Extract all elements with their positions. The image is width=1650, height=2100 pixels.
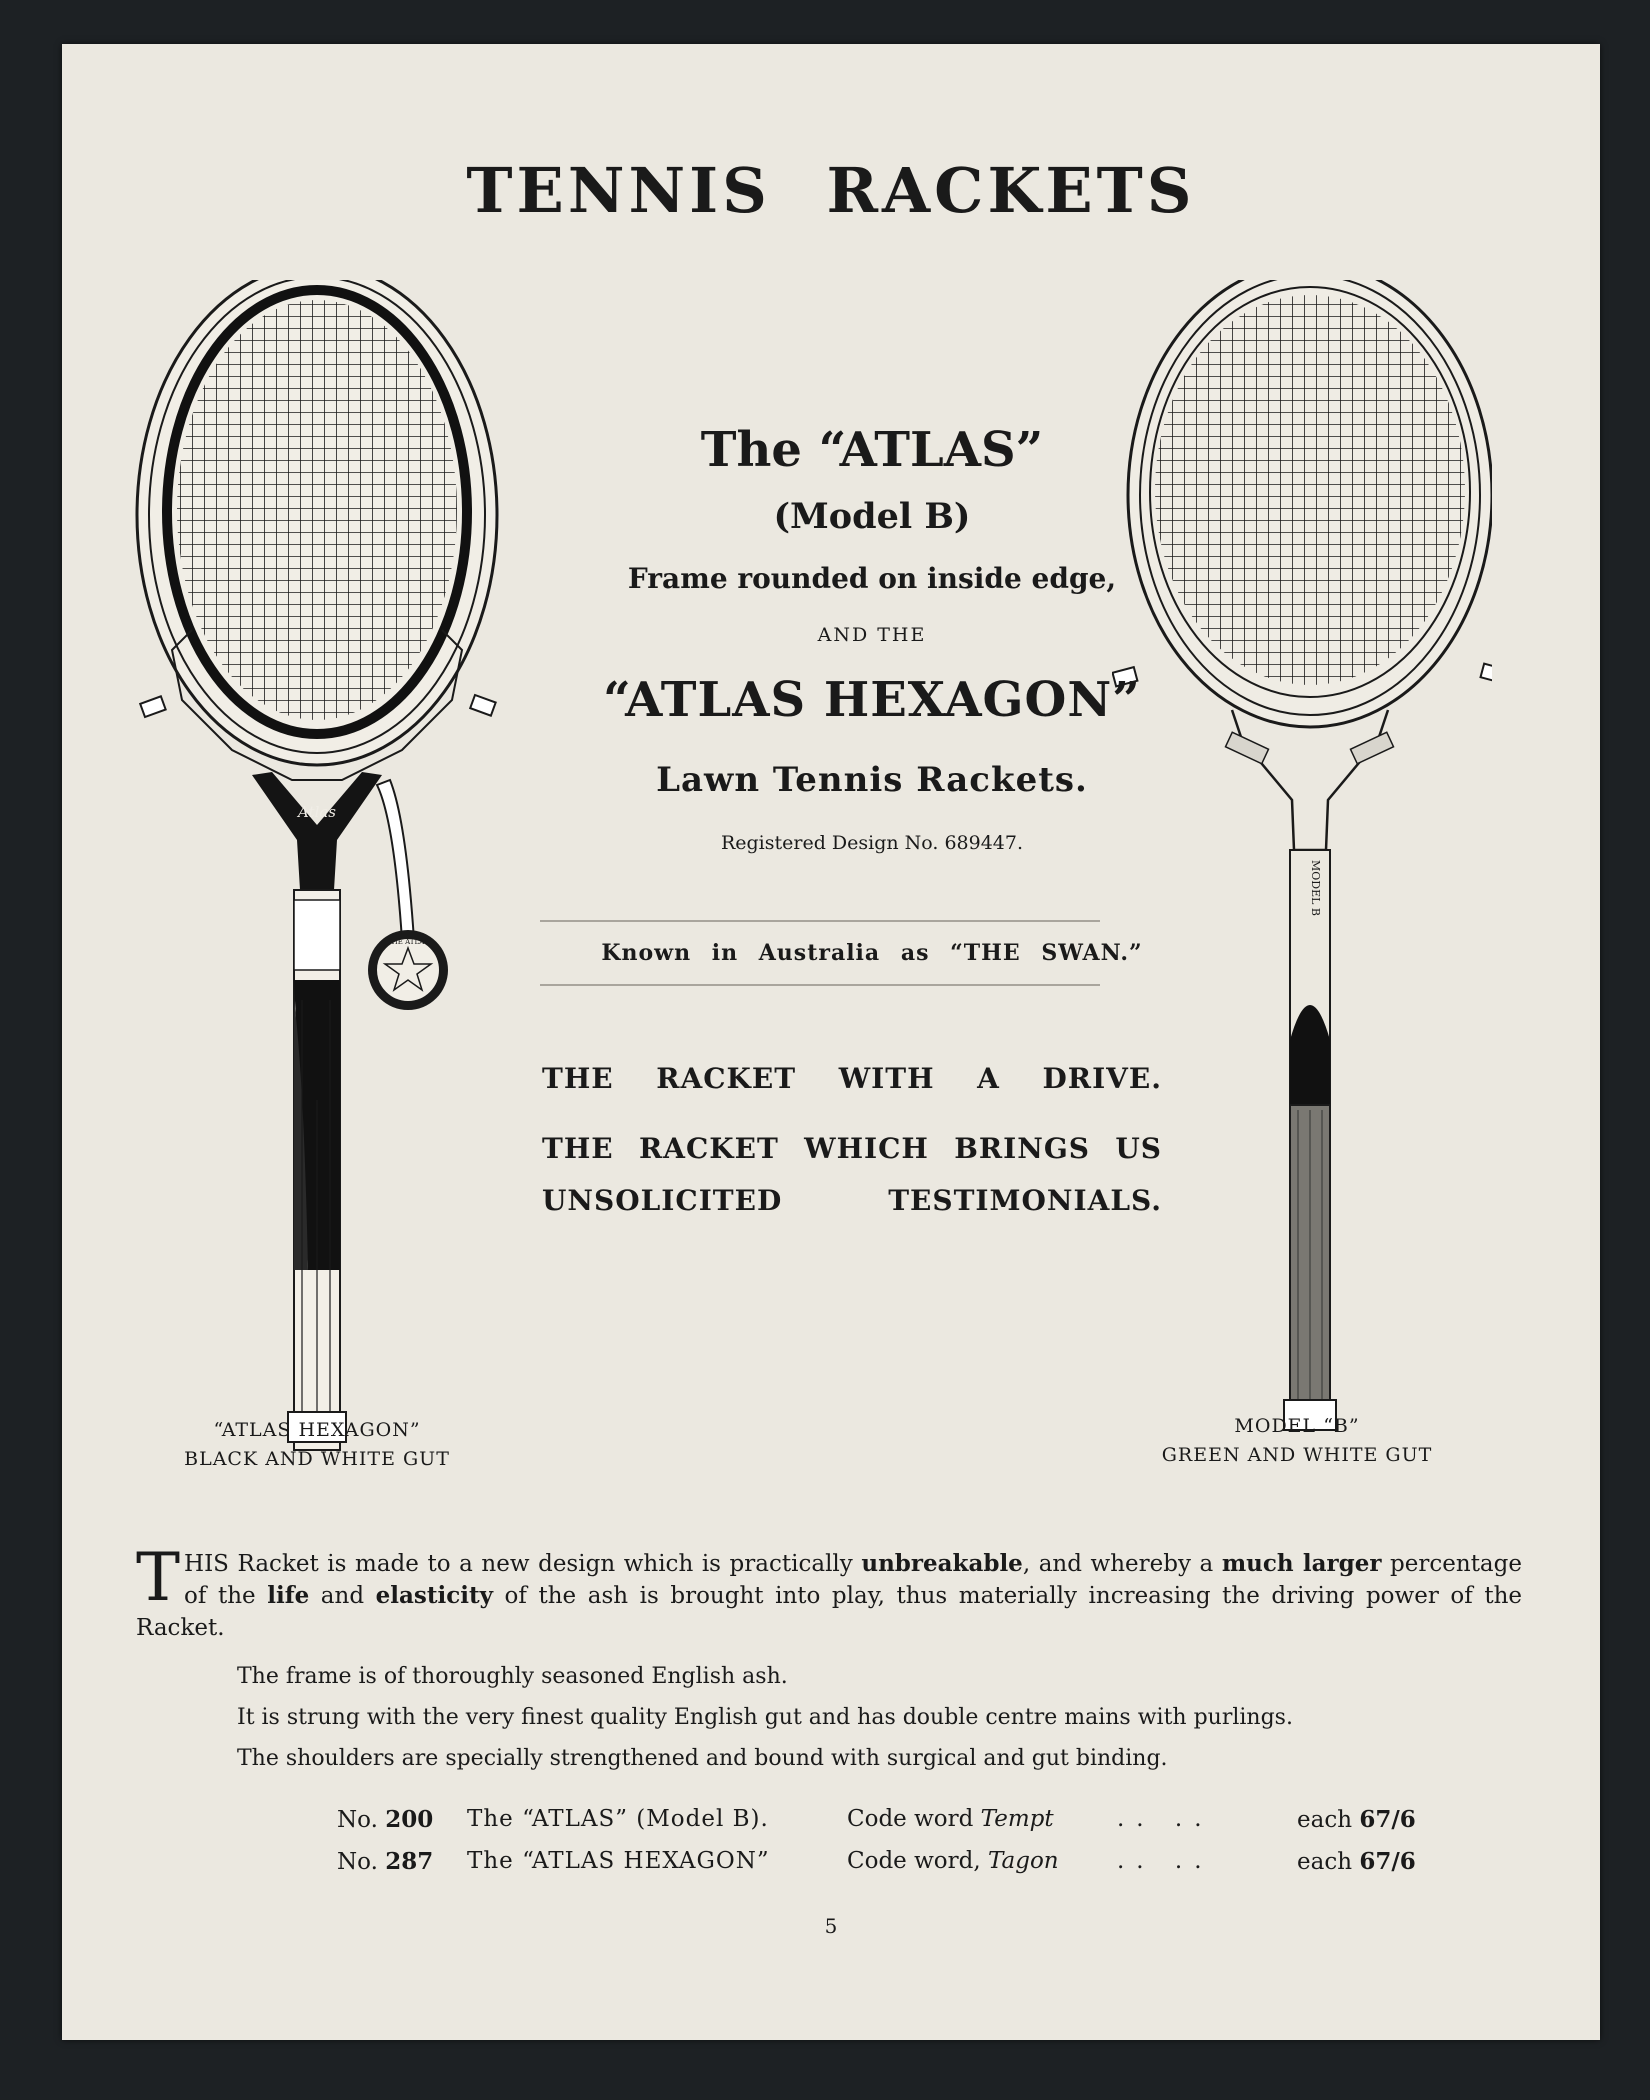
paragraph-text: , and whereby a [1022,1551,1222,1577]
code-word-label: Code word [847,1806,974,1832]
code-word-value: Tagon [987,1848,1059,1874]
code-word [847,1806,1054,1832]
caption-line: BLACK AND WHITE GUT [184,1448,450,1470]
right-racket-caption [1132,1412,1462,1470]
and-the-connector: AND THE [817,624,927,646]
paragraph-emphasis: life [267,1582,310,1609]
detail-line: The shoulders are specially strengthened and bound with surgical and gut binding. [237,1746,1168,1771]
product-number-label: No. [337,1849,378,1875]
divider-top [540,920,1100,922]
slogan-line: UNSOLICITED TESTIMONIALS. [542,1184,1162,1217]
product-name: The “ATLAS HEXAGON” [467,1848,770,1874]
product-number-value: 200 [385,1806,434,1833]
leader-dots: .. .. [1117,1806,1214,1832]
left-racket-caption [152,1416,482,1474]
atlas-logo: Atlas [297,803,337,821]
paragraph-text: and [309,1583,376,1609]
details-list [237,1656,1293,1779]
description-paragraph [136,1539,1522,1644]
page-number: 5 [824,1914,838,1938]
atlas-hexagon-racket-illustration [132,280,512,1460]
product-number-label: No. [337,1807,378,1833]
atlas-heading: The “ATLAS” [700,422,1044,478]
paragraph-emphasis: elasticity [375,1582,493,1609]
price [1297,1848,1416,1875]
drop-cap: T [136,1539,181,1616]
known-in-australia: Known in Australia as “THE SWAN.” [601,940,1143,966]
model-b-subheading: (Model B) [773,496,971,537]
paragraph-emphasis: unbreakable [861,1550,1023,1577]
price-each-label: each [1297,1807,1353,1833]
registered-design-note: Registered Design No. 689447. [720,832,1024,854]
divider-bottom [540,984,1100,986]
product-number [337,1848,433,1875]
detail-line: It is strung with the very finest quality English gut and has double centre mains with purlings. [237,1705,1293,1730]
price-value: 67/6 [1359,1848,1416,1875]
code-word-value: Tempt [980,1806,1054,1832]
lawn-tennis-subheading: Lawn Tennis Rackets. [656,760,1088,800]
page-title: TENNIS RACKETS [466,154,1196,227]
code-word [847,1848,1059,1874]
detail-line: The frame is of thoroughly seasoned English ash. [237,1664,788,1689]
leader-dots: .. .. [1117,1848,1214,1874]
caption-line: “ATLAS HEXAGON” [213,1419,421,1441]
atlas-hang-tag: THE ATLAS [387,938,429,946]
price-value: 67/6 [1359,1806,1416,1833]
product-number-value: 287 [385,1848,434,1875]
price [1297,1806,1416,1833]
catalog-page [62,44,1600,2040]
paragraph-text: HIS Racket is made to a new design which is practically [184,1551,862,1577]
model-b-shaft-marking: MODEL B [1309,860,1322,917]
product-name: The “ATLAS” (Model B). [467,1806,769,1832]
paragraph-emphasis: much larger [1221,1550,1382,1577]
code-word-label: Code word, [847,1848,981,1874]
frame-description: Frame rounded on inside edge, [627,562,1117,595]
slogan-line: THE RACKET WITH A DRIVE. [542,1062,1162,1095]
paragraph-text: percentage of the [184,1551,1522,1609]
atlas-hexagon-heading: “ATLAS HEXAGON” [603,672,1141,728]
paragraph-text: of the ash is brought into play, thus materially increasing the driving power of the Racket. [136,1583,1522,1641]
product-number [337,1806,433,1833]
slogan-line: THE RACKET WHICH BRINGS US [542,1132,1162,1165]
caption-line: GREEN AND WHITE GUT [1161,1444,1433,1466]
caption-line: MODEL “B” [1234,1415,1360,1437]
price-each-label: each [1297,1849,1353,1875]
